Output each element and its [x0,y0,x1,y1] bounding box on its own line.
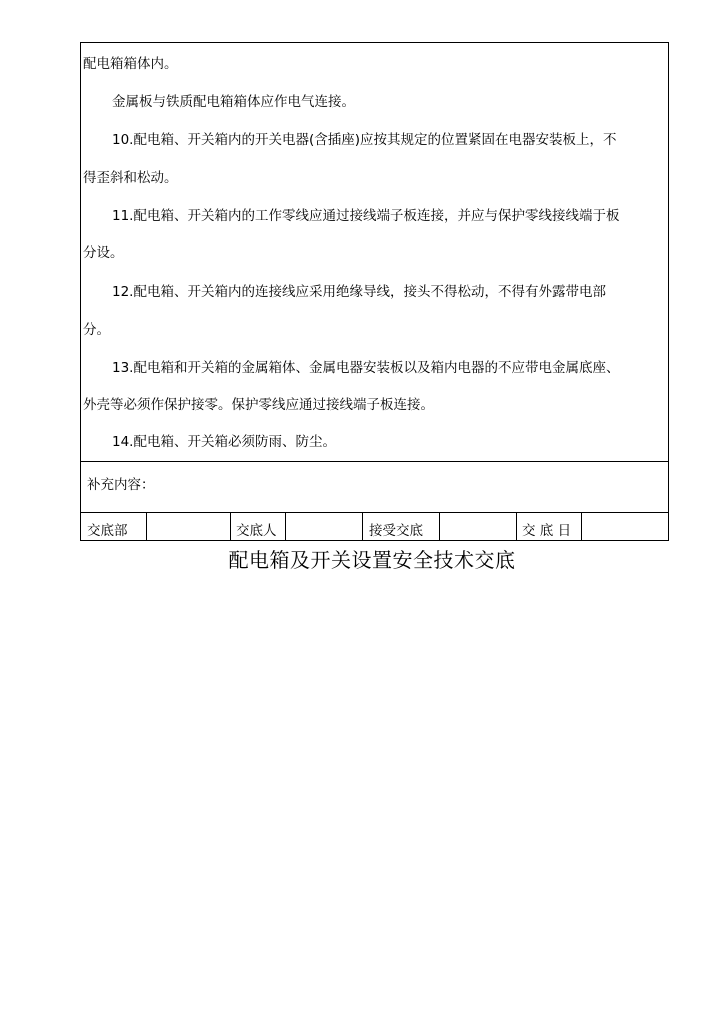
content-line: 分。 [83,322,110,338]
content-line: 得歪斜和松动。 [83,170,178,186]
discloser-label: 交底人 [231,513,286,540]
signature-row [81,513,668,540]
content-line: 配电箱箱体内。 [83,56,178,72]
supplement-row [81,462,668,513]
date-value[interactable] [582,513,668,540]
disclosure-table [80,42,669,541]
department-value[interactable] [147,513,231,540]
content-line: 10.配电箱、开关箱内的开关电器(含插座)应按其规定的位置紧固在电器安装板上，不 [112,132,617,148]
discloser-value[interactable] [286,513,363,540]
content-line: 14.配电箱、开关箱必须防雨、防尘。 [112,434,336,450]
content-line: 12.配电箱、开关箱内的连接线应采用绝缘导线，接头不得松动，不得有外露带电部 [112,284,606,300]
content-line: 13.配电箱和开关箱的金属箱体、金属电器安装板以及箱内电器的不应带电金属底座、 [112,360,620,376]
document-title: 配电箱及开关设置安全技术交底 [228,548,516,572]
content-line: 11.配电箱、开关箱内的工作零线应通过接线端子板连接，并应与保护零线接线端于板 [112,208,620,224]
content-line: 分设。 [83,245,124,261]
content-line: 外壳等必须作保护接零。保护零线应通过接线端子板连接。 [83,397,434,413]
receiver-label: 接受交底 [363,513,440,540]
content-cell [81,43,668,462]
date-label: 交 底 日 [517,513,582,540]
department-label: 交底部 [81,513,147,540]
content-line: 金属板与铁质配电箱箱体应作电气连接。 [112,94,355,110]
receiver-value[interactable] [440,513,517,540]
supplement-label: 补充内容： [87,477,155,493]
